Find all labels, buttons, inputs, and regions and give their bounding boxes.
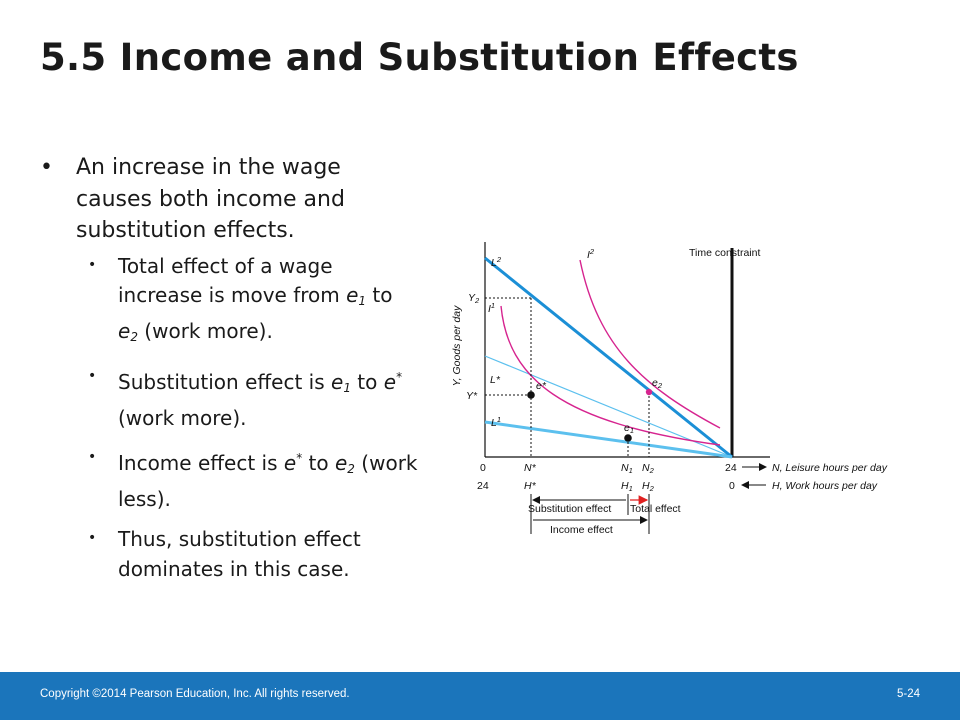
axis-leisure-label: N, Leisure hours per day [772, 462, 887, 474]
tick-n2: N2 [642, 462, 654, 475]
axis-work-label: H, Work hours per day [772, 480, 878, 492]
sub-bullet-substitution-effect [40, 363, 418, 433]
text: e [331, 370, 344, 394]
copyright-text: Copyright ©2014 Pearson Education, Inc. All rights reserved. [40, 688, 350, 700]
text: (work more). [118, 405, 247, 430]
text: to [302, 451, 335, 475]
subscript: 1 [343, 381, 351, 395]
label-e2: e2 [652, 377, 663, 390]
labor-leisure-diagram [430, 228, 887, 548]
point-estar [527, 391, 535, 399]
tick-h1: H1 [621, 480, 633, 493]
sub-bullet-total-effect [40, 252, 418, 353]
superscript: * [396, 370, 403, 384]
text: e [334, 451, 348, 475]
tick-x-zero: 0 [480, 462, 486, 474]
text: Thus, substitution effect dominates in this case. [118, 527, 361, 581]
label-i2: $I^2$ [587, 247, 595, 261]
point-e1 [624, 434, 632, 442]
label-e1: e1 [624, 422, 635, 435]
bullet-dot: • [40, 155, 53, 180]
text: e [118, 318, 131, 343]
income-effect-label: Income effect [550, 524, 613, 536]
page-number: 5-24 [896, 688, 920, 700]
bullet-list [40, 152, 418, 595]
superscript: * [296, 451, 303, 465]
tick-n1: N1 [621, 462, 633, 475]
tick-hstar: H* [524, 480, 536, 492]
bullet-main [40, 152, 410, 247]
tick-h-zero: 0 [729, 480, 735, 492]
substitution-effect-label: Substitution effect [528, 503, 612, 515]
sub-bullet-income-effect [40, 444, 418, 514]
text: (work more). [137, 318, 273, 343]
text: e [383, 370, 397, 394]
text: to [350, 370, 384, 394]
bullet-dot: • [88, 368, 97, 384]
label-lstar: L* [490, 374, 500, 386]
tick-h-24: 24 [477, 480, 489, 492]
bullet-dot: • [88, 530, 97, 546]
tick-h2: H2 [642, 480, 654, 493]
text: e [283, 451, 297, 475]
bullet-dot: • [88, 256, 97, 273]
bullet-dot: • [88, 449, 97, 465]
tick-x-24: 24 [725, 462, 737, 474]
text: to [366, 283, 393, 307]
text: Substitution effect is [118, 370, 331, 394]
point-e2 [646, 389, 652, 395]
slide-title: 5.5 Income and Substitution Effects [40, 36, 799, 79]
y-axis-label: Y, Goods per day [451, 305, 463, 387]
label-l1: $L^1$ [491, 415, 502, 429]
subscript: 2 [130, 329, 138, 344]
total-effect-label: Total effect [630, 503, 681, 515]
tick-y2: Y2 [468, 292, 480, 305]
text: e [346, 283, 359, 307]
bullet-main-text: An increase in the wage causes both income and substitution effects. [76, 155, 345, 243]
tick-nstar: N* [524, 462, 536, 474]
text: (work less). [118, 451, 418, 511]
label-i1: $I^1$ [488, 301, 496, 315]
subscript: 2 [347, 462, 355, 476]
text: Income effect is [118, 451, 284, 475]
label-l2: $L^2$ [491, 255, 502, 269]
tick-ystar: Y* [466, 390, 478, 402]
sub-bullet-conclusion [40, 525, 418, 584]
time-constraint-label: Time constraint [689, 247, 761, 259]
label-estar: e* [536, 380, 546, 392]
subscript: 1 [358, 294, 367, 308]
footer-bar [0, 672, 960, 720]
text: Total effect of a wage increase is move from [118, 253, 347, 307]
